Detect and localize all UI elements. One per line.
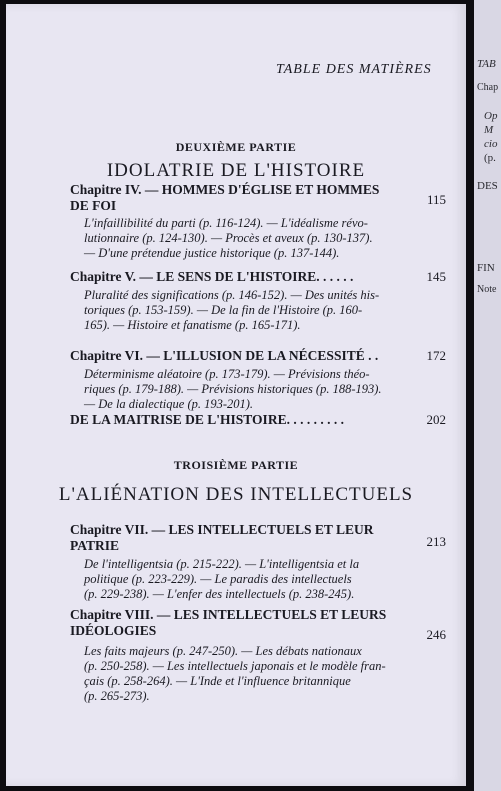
chapter-heading: Chapitre V. — LE SENS DE L'HISTOIRE. . . . . . 145 — [70, 269, 446, 284]
chapter-summary: Les faits majeurs (p. 247-250). — Les débats nationaux (p. 250-258). — Les intellectuels japonais et le modèle fran- çais (p. 258-264). — L'Inde et l'influence britannique (p. 265-273). — [84, 644, 386, 703]
part-label: TROISIÈME PARTIE — [173, 458, 299, 472]
chapter-heading: Chapitre VIII. — LES INTELLECTUELS ET LEURS IDÉOLOGIES 246 — [70, 607, 446, 642]
part-title: L'ALIÉNATION DES INTELLECTUELS — [58, 484, 414, 505]
book-page — [6, 4, 466, 786]
page-number: 172 — [426, 348, 446, 363]
page-number: 246 — [426, 627, 446, 642]
chapter-heading: Chapitre VI. — L'ILLUSION DE LA NÉCESSITÉ . . 172 — [70, 348, 446, 363]
page-number: 213 — [426, 534, 446, 549]
chapter-summary: L'infaillibilité du parti (p. 116-124). — L'idéalisme révo- lutionnaire (p. 124-130). — Procès et aveux (p. 130-137). — D'une prétendue justice historique (p. 137-144). — [84, 216, 373, 260]
section-heading: DE LA MAITRISE DE L'HISTOIRE. . . . . . . . . 202 — [70, 412, 446, 427]
facing-page-edge: TAB Chap Op M cio (p. DES FIN Note — [474, 0, 501, 791]
chapter-summary: Déterminisme aléatoire (p. 173-179). — Prévisions théo- riques (p. 179-188). — Prévisions historiques (p. 188-193). — De la dialectique (p. 193-201). — [84, 367, 382, 411]
page-number: 115 — [426, 192, 446, 207]
chapter-heading: Chapitre VII. — LES INTELLECTUELS ET LEUR PATRIE 213 — [70, 522, 446, 553]
chapter-heading: Chapitre IV. — HOMMES D'ÉGLISE ET HOMMES DE FOI 115 — [70, 182, 446, 213]
chapter-summary: De l'intelligentsia (p. 215-222). — L'intelligentsia et la politique (p. 223-229). — Le paradis des intellectuels (p. 229-238). — L'enfer des intellectuels (p. 238-245). — [84, 557, 360, 601]
page-number: 145 — [426, 269, 446, 284]
part-title: IDOLATRIE DE L'HISTOIRE — [106, 160, 366, 181]
page-number: 202 — [426, 412, 446, 427]
running-head: TABLE DES MATIÈRES — [276, 62, 432, 77]
part-label: DEUXIÈME PARTIE — [175, 140, 297, 154]
chapter-summary: Pluralité des significations (p. 146-152). — Des unités his- toriques (p. 153-159). — De la fin de l'Histoire (p. 160- 165). — Histoire et fanatisme (p. 165-171). — [84, 288, 380, 332]
